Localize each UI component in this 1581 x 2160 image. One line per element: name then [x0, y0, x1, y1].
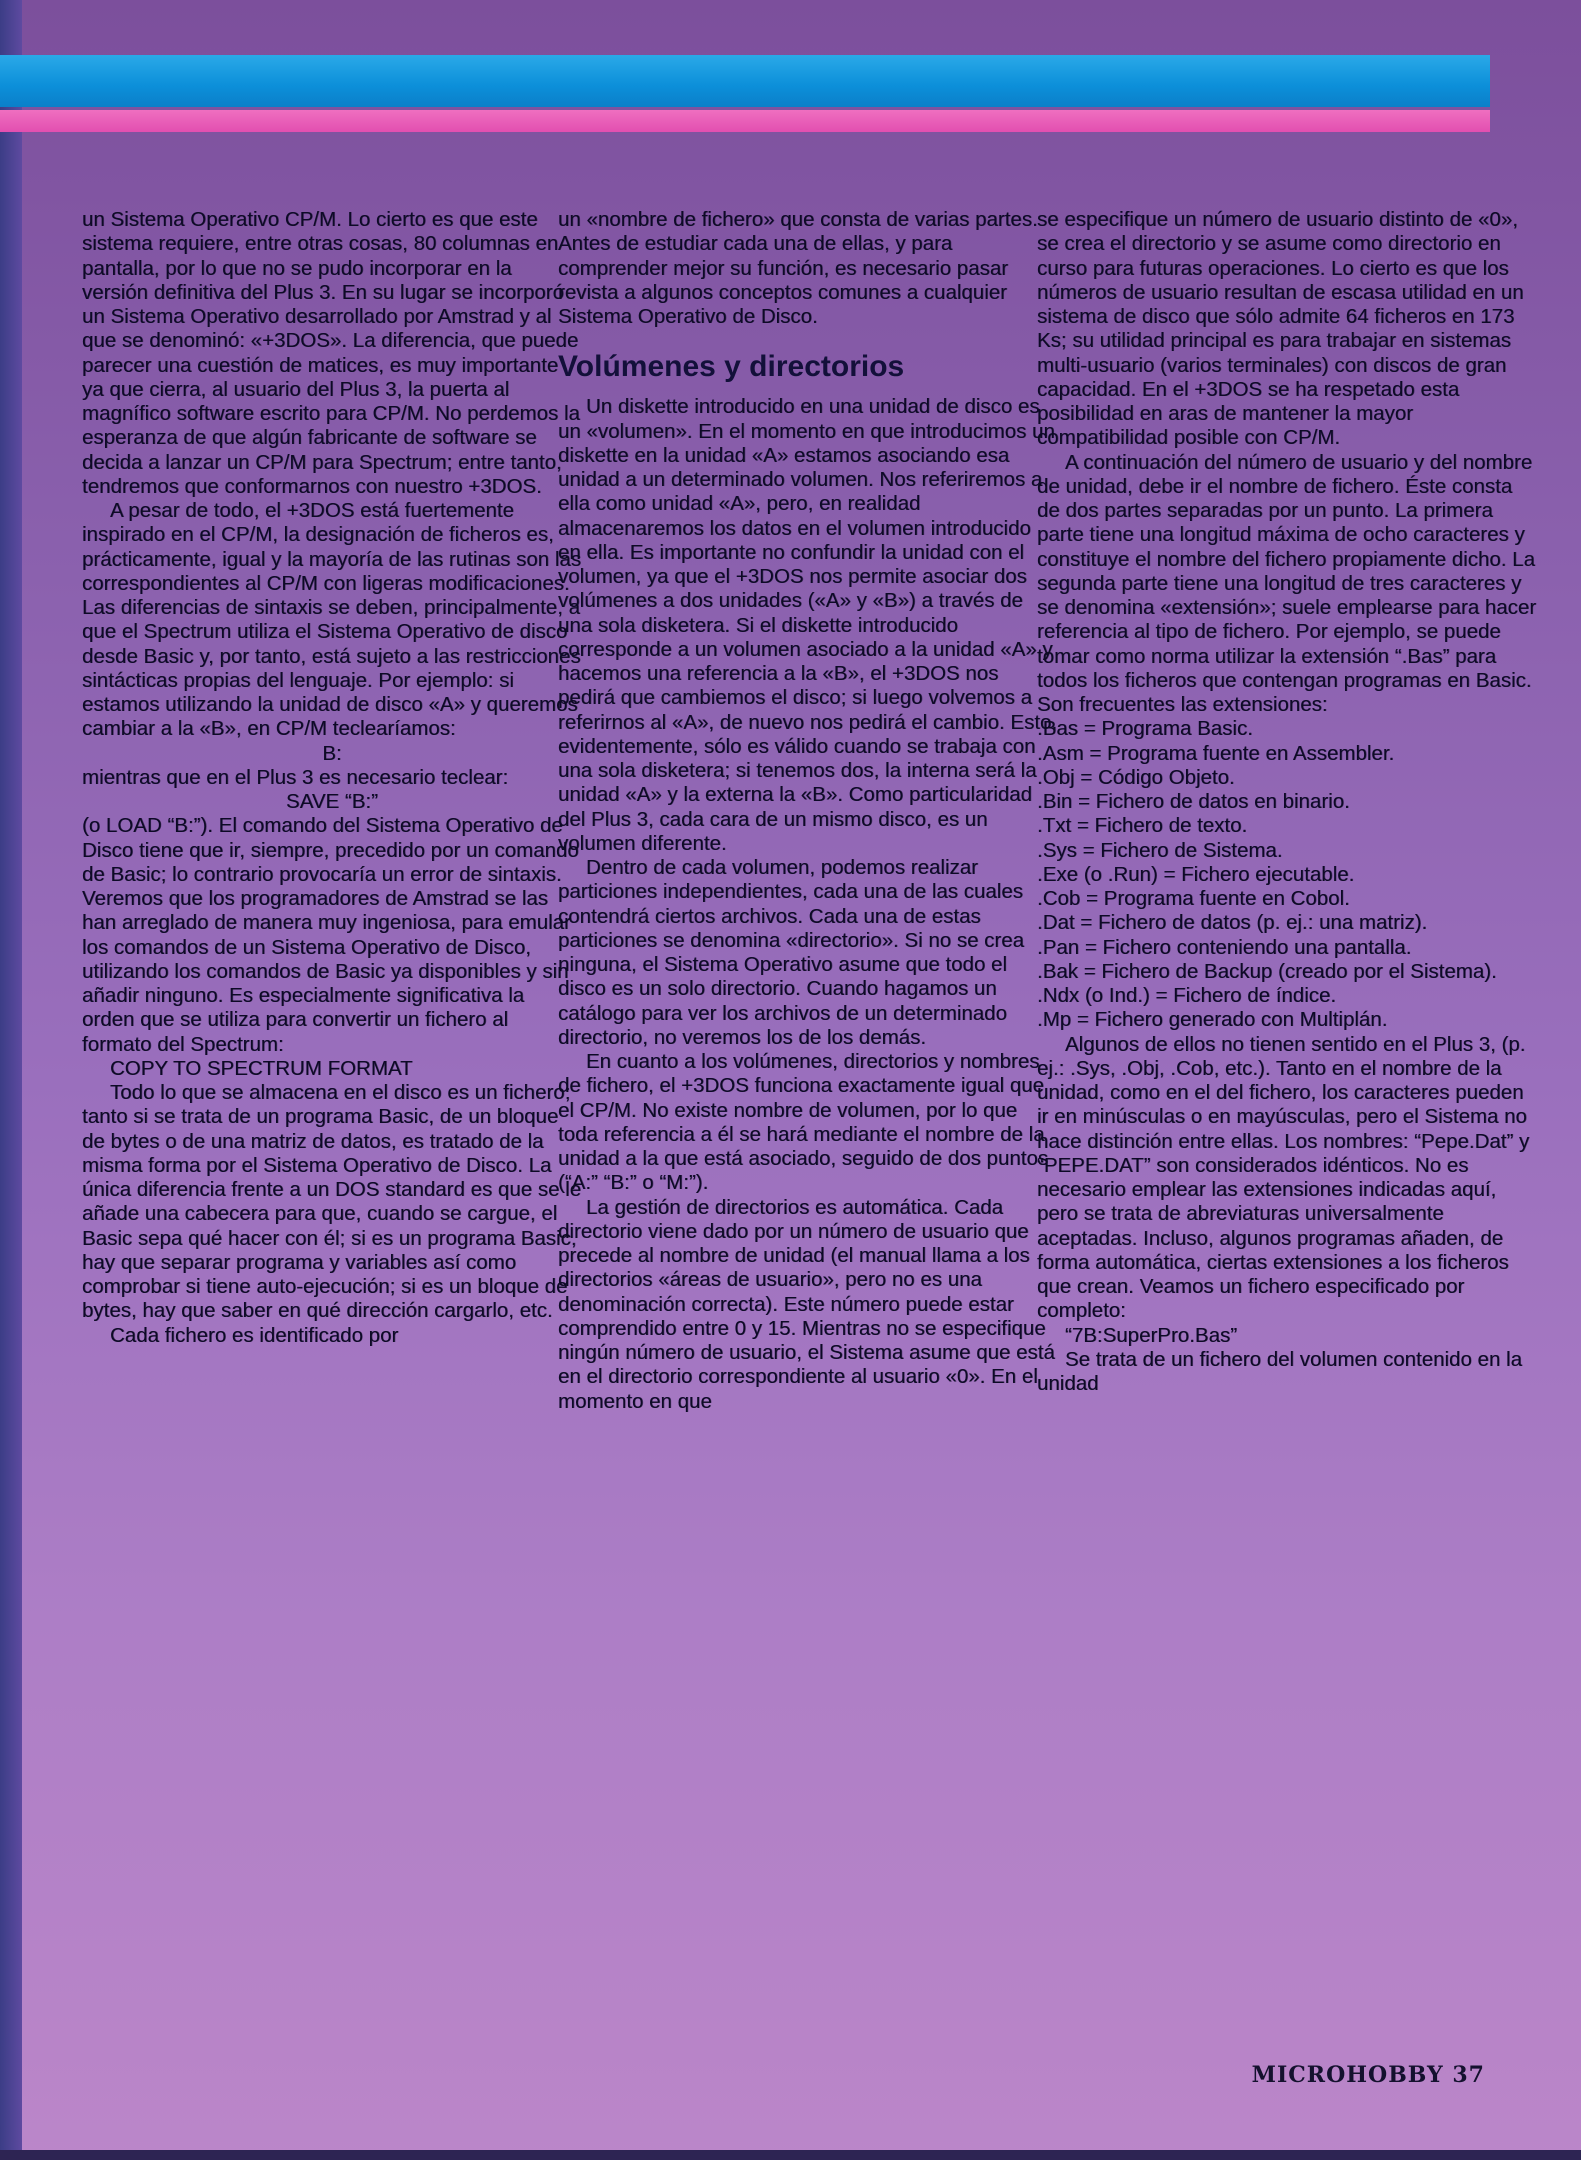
paragraph: Se trata de un fichero del volumen contenido en la unidad: [1037, 1347, 1522, 1395]
list-item: .Ndx (o Ind.) = Fichero de índice.: [1037, 984, 1337, 1007]
paragraph: Cada fichero es identificado por: [110, 1323, 399, 1347]
paragraph: Dentro de cada volumen, podemos realizar particiones independientes, cada una de las cuales contendrá ciertos archivos. Cada una de estas particiones se denomina «directorio». Si no se crea ninguna, el Sistema Operativo asume que todo el disco es un solo directorio. Cuando hagamos un catálogo para ver los archivos de un determinado directorio, no veremos los de los demás.: [558, 856, 1025, 1049]
list-item: .Asm = Programa fuente en Assembler.: [1037, 741, 1395, 765]
paragraph: Algunos de ellos no tienen sentido en el Plus 3, (p. ej.: .Sys, .Obj, .Cob, etc.). Tanto en el nombre de la unidad, como en el del fichero, los caracteres pueden ir en minúsculas o en mayúsculas, pero el Sistema no hace distinción entre ellas. Los nombres: “Pepe.Dat” y “PEPE.DAT” son considerados idénticos. No es necesario emplear las extensiones indicadas aquí, pero se trata de abreviaturas universalmente aceptadas. Incluso, algunos programas añaden, de forma automática, ciertas extensiones a los ficheros que crean. Veamos un fichero especificado por completo:: [1037, 1032, 1530, 1323]
code-line: SAVE “B:”: [286, 790, 378, 813]
page-footer-label: MICROHOBBY 37: [1251, 2062, 1485, 2088]
paragraph: En cuanto a los volúmenes, directorios y nombres de fichero, el +3DOS funciona exactamente igual que el CP/M. No existe nombre de volumen, por lo que toda referencia a él se hará mediante el nombre de la unidad a la que está asociado, seguido de dos puntos (“A:” “B:” o “M:”).: [558, 1050, 1049, 1195]
paragraph: A continuación del número de usuario y del nombre de unidad, debe ir el nombre de fichero. Éste consta de dos partes separadas por un punto. La primera parte tiene una longitud máxima de ocho caracteres y constituye el nombre del fichero propiamente dicho. La segunda parte tiene una longitud de tres caracteres y se denomina «extensión»; suele emplearse para hacer referencia al tipo de fichero. Por ejemplo, se puede tomar como norma utilizar la extensión “.Bas” para todos los ficheros que contengan programas en Basic. Son frecuentes las extensiones:: [1037, 450, 1537, 716]
list-item: .Txt = Fichero de texto.: [1037, 814, 1248, 838]
paragraph: A pesar de todo, el +3DOS está fuertemente inspirado en el CP/M, la designación de ficheros es, prácticamente, igual y la mayoría de las rutinas son las correspondientes al CP/M con ligeras modificaciones. Las diferencias de sintaxis se deben, principalmente, a que el Spectrum utiliza el Sistema Operativo de disco desde Basic y, por tanto, está sujeto a las restricciones sintácticas propias del lenguaje. Por ejemplo: si estamos utilizando la unidad de disco «A» y queremos cambiar a la «B», en CP/M teclearíamos:: [82, 499, 582, 741]
list-item: .Pan = Fichero conteniendo una pantalla.: [1037, 935, 1412, 959]
paragraph: se especifique un número de usuario distinto de «0», se crea el directorio y se asume como directorio en curso para futuras operaciones. Lo cierto es que los números de usuario resultan de escasa utilidad en un sistema de disco que sólo admite 64 ficheros en 173 Ks; su utilidad principal es para trabajar en sistemas multi-usuario (varios terminales) con discos de gran capacidad. En el +3DOS se ha respetado esta posibilidad en aras de mantener la mayor compatibilidad posible con CP/M.: [1037, 208, 1524, 450]
section-heading: Volúmenes y directorios: [558, 350, 905, 384]
list-item: .Bak = Fichero de Backup (creado por el Sistema).: [1037, 959, 1497, 983]
list-item: .Cob = Programa fuente en Cobol.: [1037, 887, 1350, 910]
text-column-2: [558, 208, 1058, 1414]
paragraph: Un diskette introducido en una unidad de disco es un «volumen». En el momento en que introducimos un diskette en la unidad «A» estamos asociando esa unidad a un determinado volumen. Nos referiremos a ella como unidad «A», pero, en realidad almacenaremos los datos en el volumen introducido en ella. Es importante no confundir la unidad con el volumen, ya que el +3DOS nos permite asociar dos volúmenes a dos unidades («A» y «B») a través de una sola disketera. Si el diskette introducido corresponde a un volumen asociado a la unidad «A» y hacemos una referencia a la «B», el +3DOS nos pedirá que cambiemos el disco; si luego volvemos a referirnos al «A», de nuevo nos pedirá el cambio. Esto, evidentemente, sólo es válido cuando se trabaja con una sola disketera; si tenemos dos, la interna será la unidad «A» y la externa la «B». Como particularidad del Plus 3, cada cara de un mismo disco, es un volumen diferente.: [558, 395, 1058, 855]
list-item: .Bas = Programa Basic.: [1037, 717, 1253, 741]
list-item: .Obj = Código Objeto.: [1037, 765, 1235, 789]
text-column-3: [1037, 208, 1537, 1396]
text-column-1: [82, 208, 582, 1348]
list-item: .Dat = Fichero de datos (p. ej.: una matriz).: [1037, 911, 1428, 935]
page-left-edge: [0, 0, 22, 2160]
paragraph: un «nombre de fichero» que consta de varias partes. Antes de estudiar cada una de ellas, y para comprender mejor su función, es necesario pasar revista a algunos conceptos comunes a cualquier Sistema Operativo de Disco.: [558, 208, 1038, 328]
code-line: COPY TO SPECTRUM FORMAT: [110, 1056, 413, 1080]
paragraph: un Sistema Operativo CP/M. Lo cierto es que este sistema requiere, entre otras cosas, 80 columnas en pantalla, por lo que no se pudo incorporar en la versión definitiva del Plus 3. En su lugar se incorporó un Sistema Operativo desarrollado por Amstrad y al que se denominó: «+3DOS». La diferencia, que puede parecer una cuestión de matices, es muy importante ya que cierra, al usuario del Plus 3, la puerta al magnífico software escrito para CP/M. No perdemos la esperanza de que algún fabricante de software se decida a lanzar un CP/M para Spectrum; entre tanto, tendremos que conformarnos con nuestro +3DOS.: [82, 208, 580, 498]
paragraph: Todo lo que se almacena en el disco es un fichero; tanto si se trata de un programa Basic, de un bloque de bytes o de una matriz de datos, es tratado de la misma forma por el Sistema Operativo de Disco. La única diferencia frente a un DOS standard es que se le añade una cabecera para que, cuando se cargue, el Basic sepa qué hacer con él; si es un programa Basic, hay que separar programa y variables así como comprobar si tiene auto-ejecución; si es un bloque de bytes, hay que saber en qué dirección cargarlo, etc.: [82, 1081, 582, 1323]
page-bottom-edge: [0, 2150, 1581, 2160]
code-line: B:: [322, 741, 342, 765]
paragraph: (o LOAD “B:”). El comando del Sistema Operativo de Disco tiene que ir, siempre, precedido por un comando de Basic; lo contrario provocaría un error de sintaxis. Veremos que los programadores de Amstrad se las han arreglado de manera muy ingeniosa, para emular los comandos de un Sistema Operativo de Disco, utilizando los comandos de Basic ya disponibles y sin añadir ninguno. Es especialmente significativa la orden que se utiliza para convertir un fichero al formato del Spectrum:: [82, 814, 579, 1056]
code-line: “7B:SuperPro.Bas”: [1065, 1323, 1238, 1347]
extension-list: [1037, 717, 1537, 1032]
list-item: .Bin = Fichero de datos en binario.: [1037, 790, 1350, 813]
header-blue-stripe: [0, 55, 1490, 107]
paragraph: La gestión de directorios es automática. Cada directorio viene dado por un número de usuario que precede al nombre de unidad (el manual llama a los directorios «áreas de usuario», pero no es una denominación correcta). Este número puede estar comprendido entre 0 y 15. Mientras no se especifique ningún número de usuario, el Sistema asume que está en el directorio correspondiente al usuario «0». En el momento en que: [558, 1195, 1055, 1413]
list-item: .Mp = Fichero generado con Multiplán.: [1037, 1008, 1388, 1032]
paragraph: mientras que en el Plus 3 es necesario teclear:: [82, 765, 509, 789]
list-item: .Sys = Fichero de Sistema.: [1037, 838, 1283, 862]
header-pink-stripe: [0, 110, 1490, 132]
list-item: .Exe (o .Run) = Fichero ejecutable.: [1037, 862, 1355, 886]
